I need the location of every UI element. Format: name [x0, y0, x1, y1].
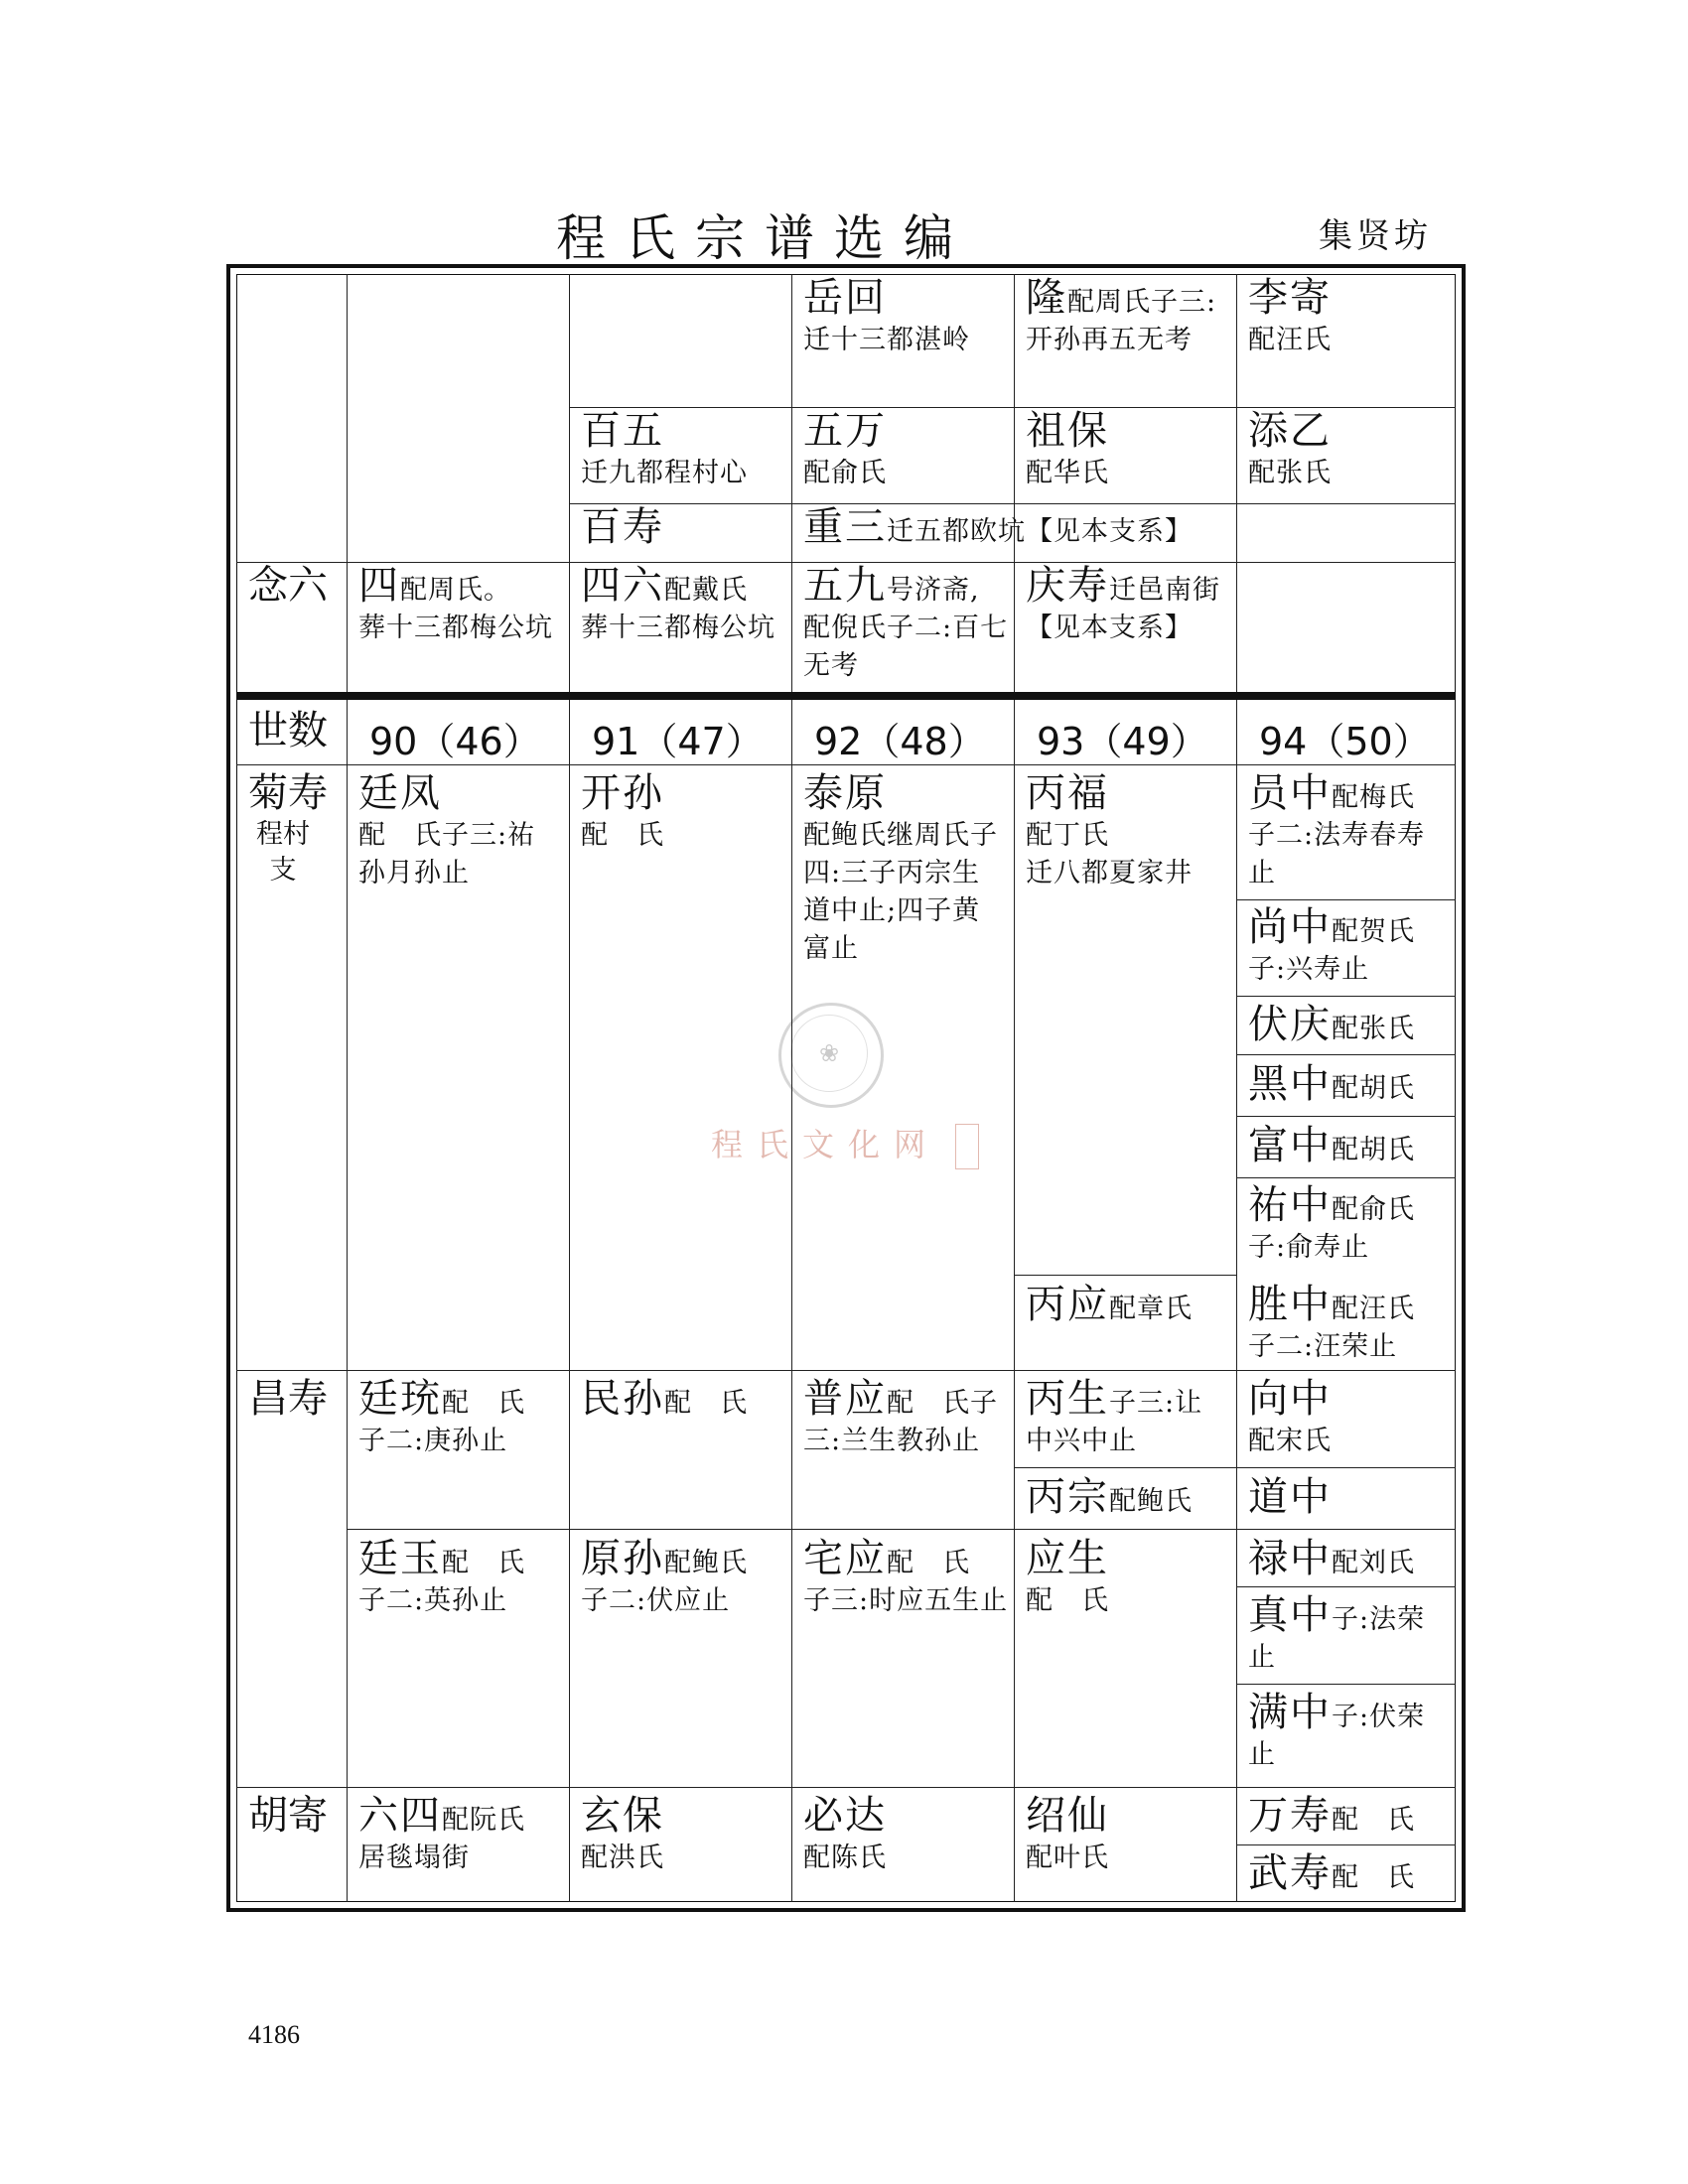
person-cell: [569, 1535, 791, 1620]
person-cell: [569, 562, 791, 647]
person-detail: 子:俞寿止: [1248, 1232, 1370, 1263]
row-divider: [1236, 899, 1456, 900]
person-note: 配胡氏: [1332, 1073, 1415, 1104]
person-note: 配 氏: [442, 1548, 525, 1578]
page-number: 4186: [248, 2020, 300, 2049]
person-cell: [791, 562, 1014, 685]
person-name: 民孙: [581, 1376, 664, 1422]
person-name: 李寄: [1248, 275, 1332, 321]
branch-sub: 程村支: [256, 819, 310, 886]
person-name: 万寿: [1248, 1793, 1332, 1839]
person-cell: [1236, 1849, 1456, 1897]
generation-header: 93（49）: [1037, 720, 1208, 763]
person-detail: 配汪氏: [1248, 325, 1332, 355]
person-cell: [569, 1375, 791, 1423]
person-detail: 迁九都程村心: [581, 458, 748, 488]
person-name: 百五: [581, 408, 664, 454]
person-detail: 子:兴寿止: [1248, 954, 1370, 985]
person-name: 富中: [1248, 1123, 1332, 1168]
generation-header: 94（50）: [1259, 720, 1431, 763]
person-note: 配梅氏: [1332, 782, 1415, 813]
person-name: 满中: [1248, 1690, 1332, 1735]
person-note: 子:法荣: [1332, 1604, 1426, 1635]
person-note: 配章氏: [1109, 1294, 1193, 1324]
person-note: 配阮氏: [442, 1805, 525, 1836]
person-detail: 配 氏: [581, 820, 664, 851]
person-detail: 子二:汪荣止: [1248, 1331, 1398, 1362]
person-note: 配周氏。: [400, 575, 511, 606]
person-note: 配 氏: [664, 1388, 748, 1419]
person-detail: 子二:伏应止: [581, 1585, 731, 1616]
row-divider: [236, 1787, 1456, 1788]
person-name: 隆: [1026, 275, 1067, 321]
person-cell: [1236, 274, 1456, 359]
person-cell: [1236, 1591, 1456, 1677]
person-cell: [1014, 1281, 1236, 1328]
person-detail: 配 氏子三:祐孙月孙止: [358, 820, 536, 888]
person-name: 百寿: [581, 504, 664, 550]
person-note: 迁五都欧坑【见本支系】: [887, 516, 1193, 547]
person-note: 子三:让: [1109, 1388, 1203, 1419]
person-cell: [791, 274, 1014, 359]
person-name: 绍仙: [1026, 1793, 1109, 1839]
person-name: 五万: [803, 408, 887, 454]
person-name: 尚中: [1248, 904, 1332, 950]
person-detail: 止: [1248, 1739, 1276, 1770]
person-cell: [1014, 562, 1236, 647]
person-note: 配周氏子三:开孙再五无考: [1026, 287, 1217, 355]
row-divider: [1236, 1177, 1456, 1178]
row-divider: [1236, 1054, 1456, 1055]
person-name: 丙应: [1026, 1282, 1109, 1327]
person-detail: 葬十三都梅公坑: [581, 613, 775, 643]
watermark-text: 程氏文化网: [711, 1126, 940, 1163]
person-cell: [1236, 407, 1456, 492]
person-cell: [1014, 407, 1236, 492]
person-cell: [347, 1792, 569, 1877]
person-name: 普应: [803, 1376, 887, 1422]
person-cell: [569, 407, 791, 492]
person-name: 武寿: [1248, 1850, 1332, 1896]
person-detail: 配陈氏: [803, 1843, 887, 1873]
person-cell: [569, 769, 791, 855]
person-detail: 葬十三都梅公坑: [358, 613, 553, 643]
person-detail: 子三:时应五生止: [803, 1585, 1009, 1616]
row-divider: [347, 1529, 1456, 1530]
person-name: 泰原: [803, 770, 887, 816]
row-divider: [236, 1370, 1456, 1371]
person-name: 胜中: [1248, 1282, 1332, 1327]
person-name: 真中: [1248, 1592, 1332, 1638]
person-note: 配鲍氏: [664, 1548, 748, 1578]
person-cell: [569, 503, 791, 551]
person-cell: [1014, 1375, 1236, 1460]
person-detail: 配倪氏子二:百七无考: [803, 613, 1009, 681]
person-cell: [1236, 1689, 1456, 1774]
person-name: 应生: [1026, 1536, 1109, 1581]
person-note: 配胡氏: [1332, 1135, 1415, 1165]
person-detail: 配 氏: [1026, 1585, 1109, 1616]
branch-label: 胡寄: [248, 1793, 328, 1839]
person-name: 开孙: [581, 770, 664, 816]
person-detail: 迁十三都湛岭: [803, 325, 970, 355]
person-cell: [1236, 1281, 1456, 1366]
person-name: 祐中: [1248, 1182, 1332, 1228]
person-cell: [1014, 1792, 1236, 1877]
person-detail: 配鲍氏继周氏子四:三子丙宗生道中止;四子黄富止: [803, 820, 998, 964]
person-detail: 配洪氏: [581, 1843, 664, 1873]
person-name: 四六: [581, 563, 664, 609]
row-divider: [1236, 1586, 1456, 1587]
person-name: 伏庆: [1248, 1002, 1332, 1047]
person-note: 配汪氏: [1332, 1294, 1415, 1324]
person-name: 丙福: [1026, 770, 1109, 816]
person-name: 添乙: [1248, 408, 1332, 454]
person-detail: 配叶氏: [1026, 1843, 1109, 1873]
row-divider: [1236, 1116, 1456, 1117]
generation-header: 90（46）: [369, 720, 541, 763]
person-detail: 迁八都夏家井: [1026, 858, 1193, 888]
person-cell: [791, 407, 1014, 492]
place-name: 集贤坊: [1319, 216, 1432, 256]
person-name: 廷玉: [358, 1536, 442, 1581]
person-name: 宅应: [803, 1536, 887, 1581]
person-detail: 子二:庚孙止: [358, 1426, 508, 1456]
seal-inner-icon: ❀: [790, 1015, 868, 1092]
person-detail: 中兴中止: [1026, 1426, 1137, 1456]
person-cell: [1236, 1473, 1456, 1521]
person-note: 配 氏: [1332, 1805, 1415, 1836]
person-note: 配刘氏: [1332, 1548, 1415, 1578]
person-name: 道中: [1248, 1474, 1332, 1520]
generation-header: 92（48）: [814, 720, 986, 763]
branch-label: 菊寿 程村支: [236, 769, 347, 888]
section-band: [236, 692, 1456, 700]
person-note: 子:伏荣: [1332, 1702, 1426, 1732]
person-cell: [347, 562, 569, 647]
person-name: 祖保: [1026, 408, 1109, 454]
person-note: 迁邑南街【见本支系】: [1026, 575, 1220, 643]
person-cell: [1014, 274, 1236, 359]
row-divider: [1014, 1467, 1236, 1468]
row-divider: [1236, 1684, 1456, 1685]
person-note: 配 氏: [442, 1388, 525, 1419]
person-name: 五九: [803, 563, 887, 609]
person-name: 廷凤: [358, 770, 442, 816]
person-cell: [1014, 1535, 1236, 1620]
person-cell: [1014, 769, 1236, 892]
person-cell: [1014, 1473, 1236, 1521]
person-cell: [791, 503, 1236, 551]
person-note: 配 氏: [1332, 1862, 1415, 1893]
row-divider: [1236, 1844, 1456, 1845]
row-divider: [1236, 1467, 1456, 1468]
person-detail: 配张氏: [1248, 458, 1332, 488]
person-detail: 配宋氏: [1248, 1426, 1332, 1456]
person-name: 六四: [358, 1793, 442, 1839]
person-detail: 三:兰生教孙止: [803, 1426, 981, 1456]
person-detail: 子二:法寿春寿止: [1248, 820, 1426, 888]
person-detail: 配丁氏: [1026, 820, 1109, 851]
person-detail: 止: [1248, 1642, 1276, 1673]
person-cell: [1236, 1375, 1456, 1460]
person-cell: [1236, 1792, 1456, 1840]
person-name: 员中: [1248, 770, 1332, 816]
person-cell: [1236, 1060, 1456, 1108]
person-name: 黑中: [1248, 1061, 1332, 1107]
person-name: 禄中: [1248, 1536, 1332, 1581]
person-detail: 配华氏: [1026, 458, 1109, 488]
generation-label: 念六: [248, 563, 328, 609]
person-cell: [791, 1375, 1014, 1460]
person-cell: [1236, 1001, 1456, 1048]
person-detail: 配俞氏: [803, 458, 887, 488]
person-name: 重三: [803, 504, 887, 550]
person-name: 原孙: [581, 1536, 664, 1581]
header-label: 世数: [248, 708, 328, 753]
column-divider: [347, 274, 348, 1902]
person-cell: [347, 1535, 569, 1620]
person-note: 配张氏: [1332, 1014, 1415, 1044]
branch-label: 昌寿: [248, 1376, 328, 1422]
person-detail: 居毯塌街: [358, 1843, 470, 1873]
person-note: 配俞氏: [1332, 1194, 1415, 1225]
person-name: 岳回: [803, 275, 887, 321]
person-note: 号济斋,: [887, 575, 980, 606]
row-divider: [1236, 996, 1456, 997]
person-name: 四: [358, 563, 400, 609]
person-cell: [1236, 903, 1456, 989]
person-name: 丙宗: [1026, 1474, 1109, 1520]
generation-header: 91（47）: [592, 720, 764, 763]
person-cell: [347, 1375, 569, 1460]
person-note: 配鲍氏: [1109, 1486, 1193, 1517]
person-name: 廷珫: [358, 1376, 442, 1422]
person-name: 必达: [803, 1793, 887, 1839]
person-cell: [791, 1792, 1014, 1877]
person-cell: [347, 769, 569, 892]
row-divider: [1014, 1275, 1236, 1276]
person-cell: [1236, 1122, 1456, 1169]
person-note: 配 氏子: [887, 1388, 998, 1419]
person-cell: [791, 1535, 1014, 1620]
page-title: 程氏宗谱选编: [556, 209, 973, 267]
person-detail: 子二:英孙止: [358, 1585, 508, 1616]
person-name: 庆寿: [1026, 563, 1109, 609]
person-cell: [569, 1792, 791, 1877]
person-note: 配 氏: [887, 1548, 970, 1578]
person-cell: [1236, 1181, 1456, 1267]
person-name: 玄保: [581, 1793, 664, 1839]
person-cell: [1236, 1535, 1456, 1582]
person-name: 向中: [1248, 1376, 1332, 1422]
person-name: 丙生: [1026, 1376, 1109, 1422]
person-note: 配戴氏: [664, 575, 748, 606]
person-cell: [791, 769, 1014, 968]
person-note: 配贺氏: [1332, 916, 1415, 947]
person-cell: [1236, 769, 1456, 892]
